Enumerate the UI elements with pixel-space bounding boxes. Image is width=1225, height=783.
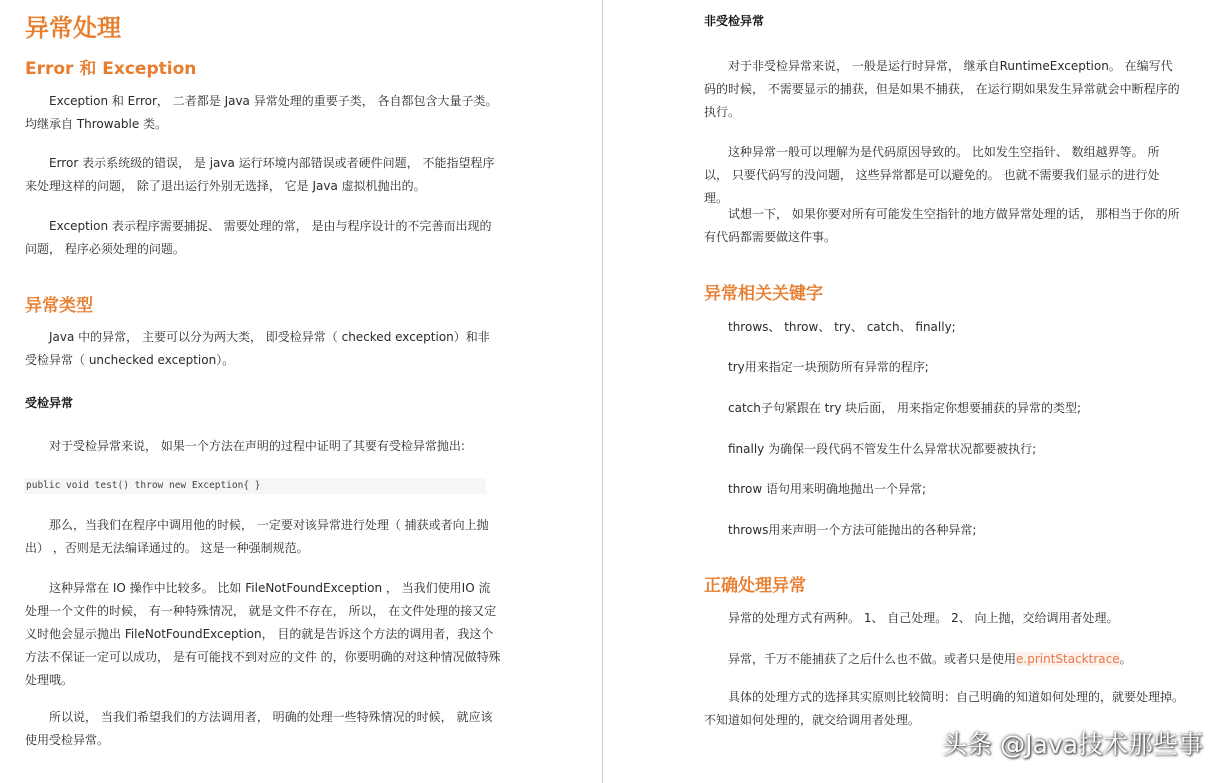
paragraph: 对于非受检异常来说， 一般是运行时异常， 继承自RuntimeException。 在编写代码的时候， 不需要显示的捕获，但是如果不捕获， 在运行期如果发生异常就会中断程序的执行。 — [704, 59, 1180, 119]
watermark-text: 头条 @Java技术那些事 — [942, 730, 1203, 759]
keyword-item: finally 为确保一段代码不管发生什么异常状况都要被执行; — [728, 442, 1037, 456]
left-page — [0, 0, 603, 783]
section-heading-exception-types: 异常类型 — [25, 296, 93, 316]
keyword-item: throws、 throw、 try、 catch、 finally; — [728, 320, 956, 334]
text: 异常，千万不能捕获了之后什么也不做。或者只是使用 — [728, 652, 1017, 666]
paragraph: Exception 表示程序需要捕捉、 需要处理的常， 是由与程序设计的不完善而出现的问题， 程序必须处理的问题。 — [25, 219, 492, 256]
paragraph: 异常的处理方式有两种。 1、 自己处理。 2、 向上抛，交给调用者处理。 — [728, 611, 1119, 625]
sub-heading-checked-exception: 受检异常 — [25, 396, 74, 410]
paragraph: 对于受检异常来说， 如果一个方法在声明的过程中证明了其要有受检异常抛出: — [49, 439, 465, 453]
section-heading-handling: 正确处理异常 — [704, 576, 806, 596]
paragraph: 这种异常一般可以理解为是代码原因导致的。 比如发生空指针、 数组越界等。 所以， 只要代码写的没问题， 这些异常都是可以避免的。 也就不需要我们显示的进行处理。 — [704, 145, 1160, 205]
inline-code: e.printStacktrace — [1016, 652, 1120, 666]
code-block: public void test() throw new Exception{ } — [24, 478, 486, 494]
paragraph: 所以说， 当我们希望我们的方法调用者， 明确的处理一些特殊情况的时候， 就应该使用受检异常。 — [25, 710, 493, 747]
paragraph: 具体的处理方式的选择其实原则比较简明：自己明确的知道如何处理的，就要处理掉。不知道如何处理的，就交给调用者处理。 — [704, 690, 1185, 727]
section-heading-keywords: 异常相关关键字 — [704, 284, 823, 304]
paragraph — [728, 650, 1132, 667]
paragraph: 这种异常在 IO 操作中比较多。 比如 FileNotFoundException ， 当我们使用IO 流处理一个文件的时候， 有一种特殊情况， 就是文件不存在， 所以， 在文件处理的接又定义时他会显示抛出 FileNotFoundException， 目的就是告诉这个方法的调用者，我这个方法不保证一定可以成功， 是有可能找不到对应的文件 的，你要明确的对这种情况做特殊处理哦。 — [25, 581, 501, 687]
paragraph: 试想一下， 如果你要对所有可能发生空指针的地方做异常处理的话， 那相当于你的所有代码都需要做这件事。 — [704, 207, 1180, 244]
paragraph: Exception 和 Error， 二者都是 Java 异常处理的重要子类， 各自都包含大量子类。均继承自 Throwable 类。 — [25, 94, 498, 131]
paragraph: Java 中的异常， 主要可以分为两大类， 即受检异常（ checked exception）和非受检异常（ unchecked exception）。 — [25, 330, 490, 367]
sub-heading-unchecked-exception: 非受检异常 — [704, 14, 765, 28]
page-title: 异常处理 — [25, 14, 121, 42]
text: 。 — [1119, 652, 1132, 666]
paragraph: 那么，当我们在程序中调用他的时候， 一定要对该异常进行处理（ 捕获或者向上抛出） ，否则是无法编译通过的。 这是一种强制规范。 — [25, 518, 489, 555]
keyword-item: catch子句紧跟在 try 块后面， 用来指定你想要捕获的异常的类型; — [728, 401, 1082, 415]
paragraph: Error 表示系统级的错误， 是 java 运行环境内部错误或者硬件问题， 不能指望程序来处理这样的问题， 除了退出运行外别无选择， 它是 Java 虚拟机抛出的。 — [25, 156, 495, 193]
keyword-item: throws用来声明一个方法可能抛出的各种异常; — [728, 523, 977, 537]
keyword-item: try用来指定一块预防所有异常的程序; — [728, 360, 929, 374]
right-page — [603, 0, 1225, 783]
section-heading-error-exception: Error 和 Exception — [25, 59, 197, 79]
keyword-item: throw 语句用来明确地抛出一个异常; — [728, 482, 926, 496]
